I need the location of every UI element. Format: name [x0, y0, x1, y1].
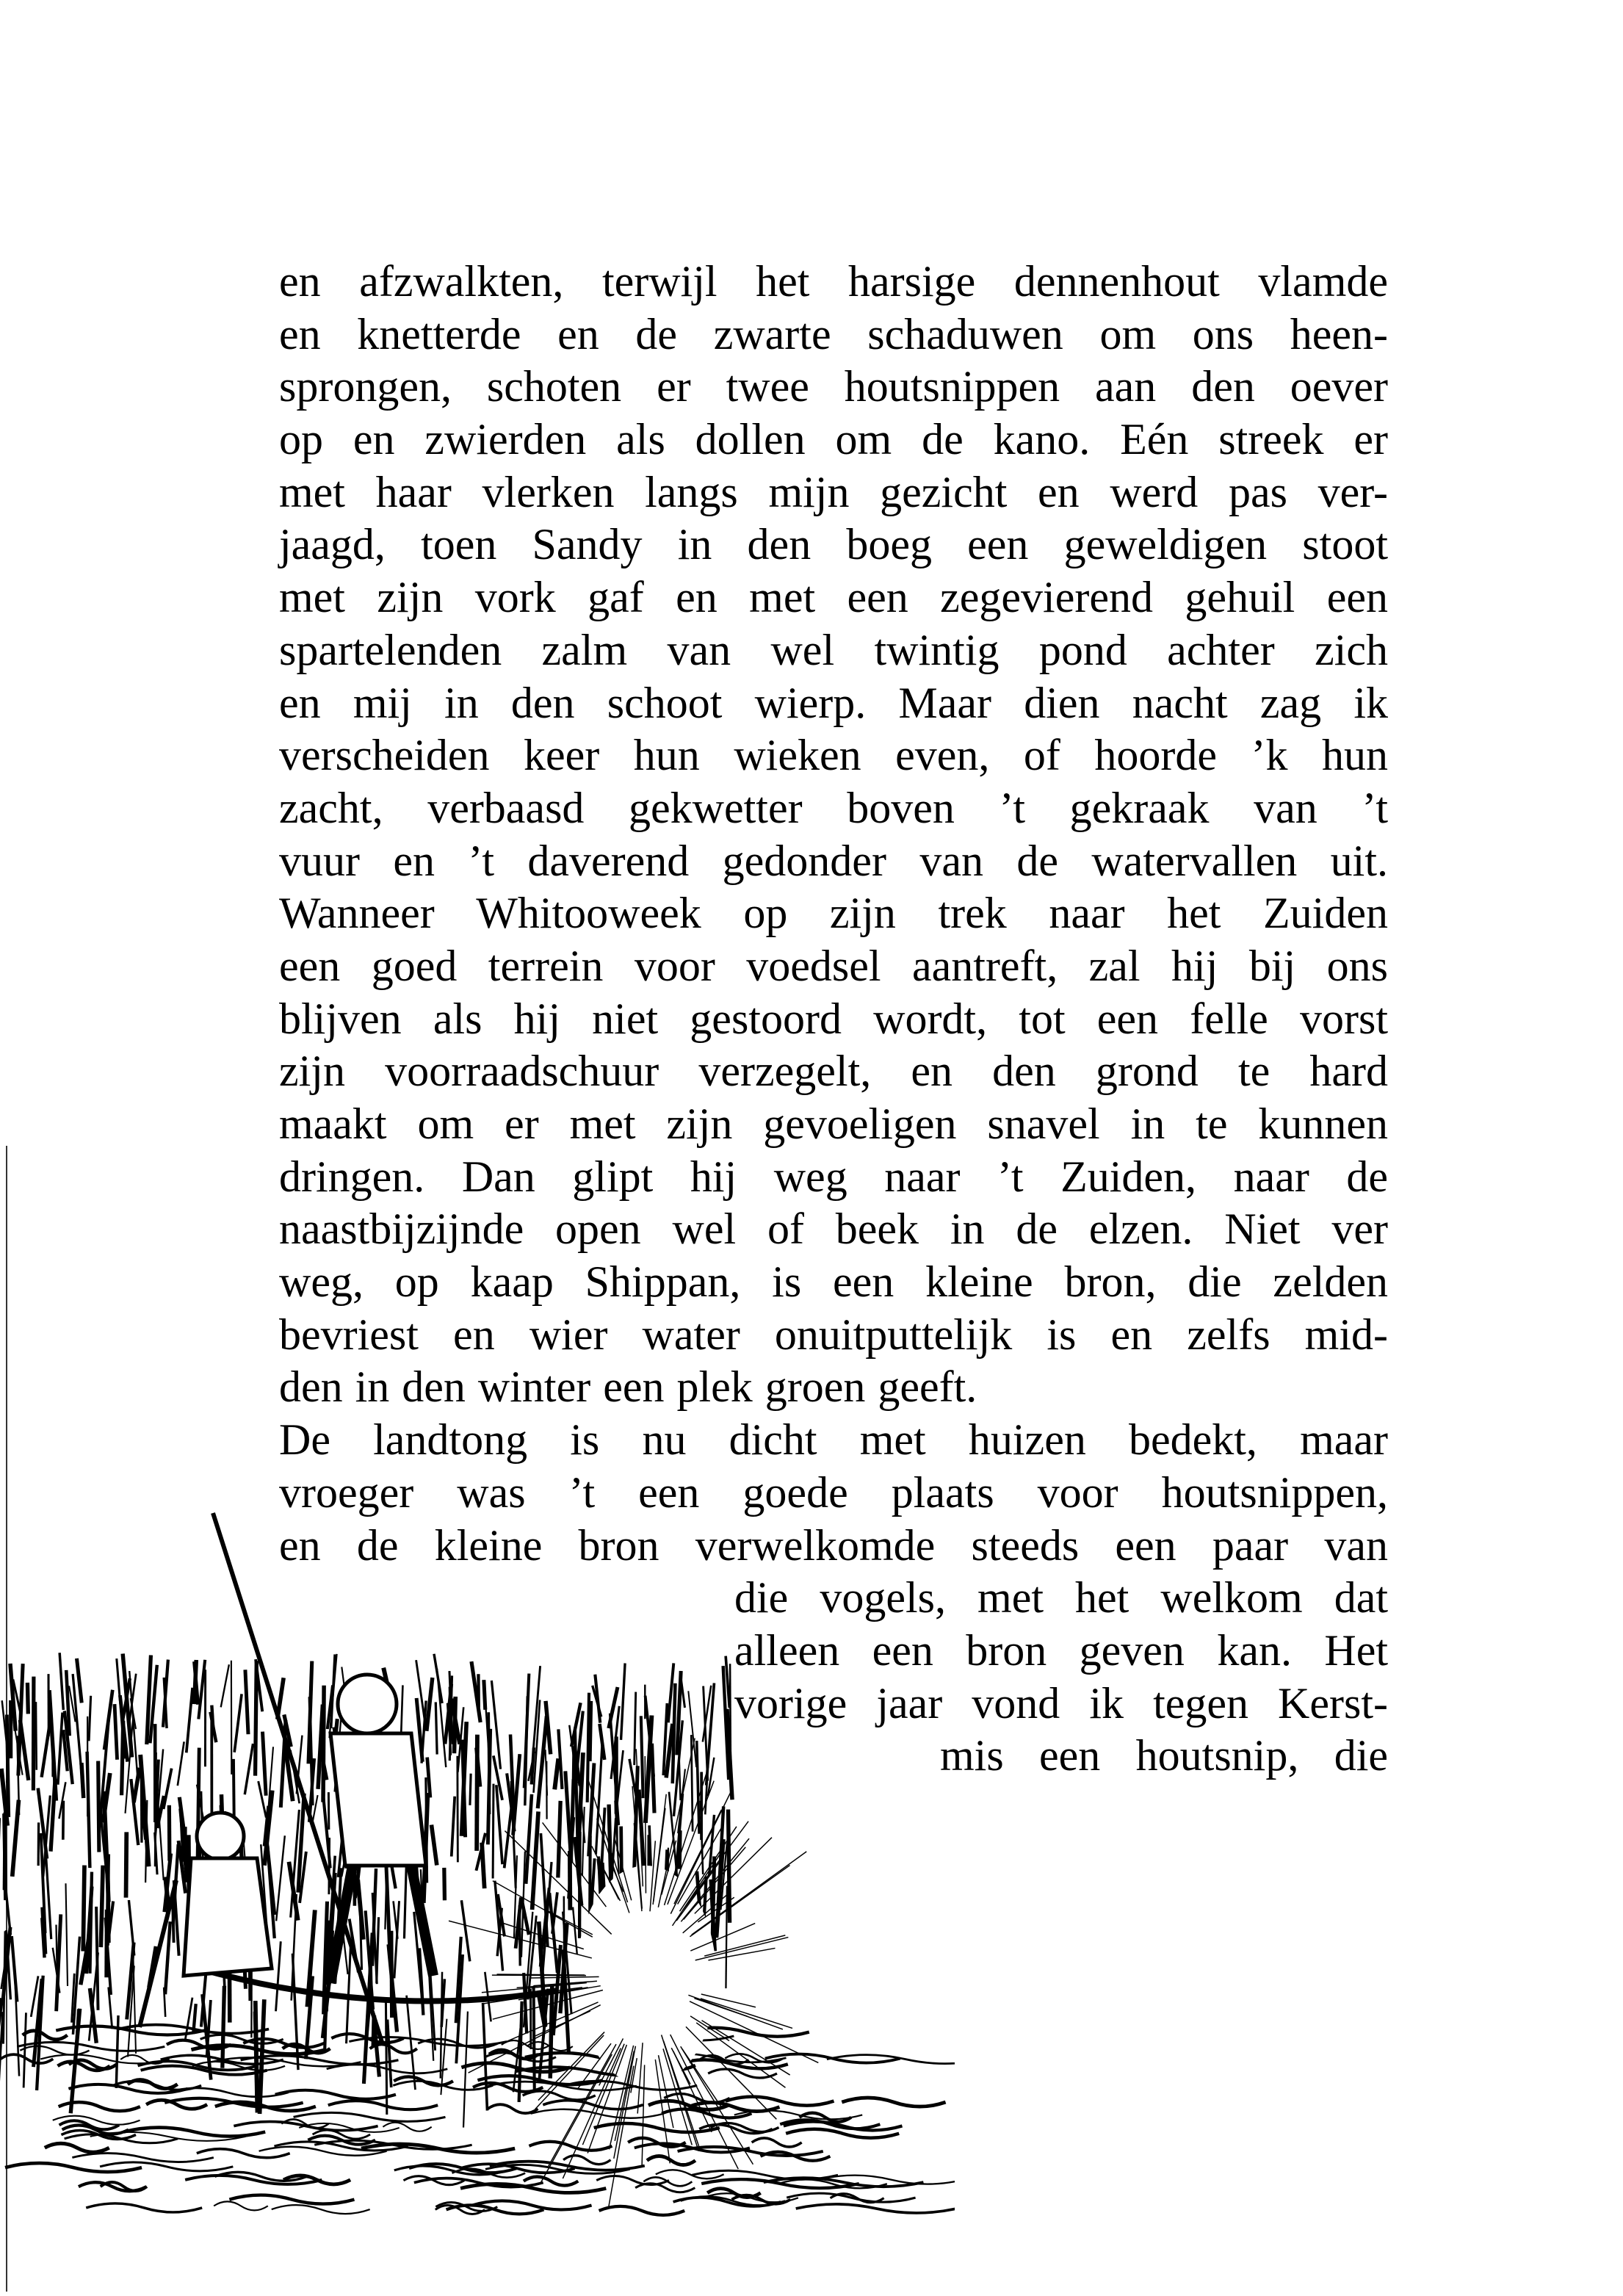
text-line: zacht, verbaasd gekwetter boven ’t gekraak van ’t: [279, 783, 1388, 832]
text-line: naastbijzijnde open wel of beek in de elzen. Niet ver: [279, 1205, 1388, 1254]
text-line: zijn voorraadschuur verzegelt, en den grond te hard: [279, 1047, 1388, 1096]
standing-man-body: [330, 1733, 426, 1866]
text-line: Wanneer Whitooweek op zijn trek naar het Zuiden: [279, 889, 1388, 938]
text-line: dringen. Dan glipt hij weg naar ’t Zuiden, naar de: [279, 1152, 1388, 1201]
fire-jack-burst: [449, 1739, 818, 2206]
text-line: op en zwierden als dollen om de kano. Eén streek er: [279, 415, 1388, 464]
canoe-night-fishing-illustration: [0, 1396, 955, 2240]
sitting-man-body: [184, 1858, 272, 1976]
text-line: met zijn vork gaf en met een zegevierend gehuil een: [279, 573, 1388, 622]
text-line: en mij in den schoot wierp. Maar dien nacht zag ik: [279, 678, 1388, 727]
text-line: mis een houtsnip, die: [940, 1731, 1388, 1780]
text-line: bevriest en wier water onuitputtelijk is en zelfs mid-: [279, 1310, 1388, 1359]
text-line: een goed terrein voor voedsel aantreft, zal hij bij ons: [279, 941, 1388, 990]
text-line: vroeger was ’t een goede plaats voor houtsnippen,: [279, 1468, 1388, 1517]
text-line: alleen een bron geven kan. Het: [734, 1625, 1388, 1675]
text-line: jaagd, toen Sandy in den boeg een geweldigen stoot: [279, 520, 1388, 569]
standing-man-head: [338, 1675, 397, 1733]
text-line: en de kleine bron verwelkomde steeds een paar van: [279, 1520, 1388, 1570]
text-line: blijven als hij niet gestoord wordt, tot een felle vorst: [279, 994, 1388, 1043]
text-line: spartelenden zalm van wel twintig pond achter zich: [279, 625, 1388, 674]
text-line: en knetterde en de zwarte schaduwen om ons heen-: [279, 309, 1388, 358]
paddle: [140, 1880, 176, 2027]
text-line: weg, op kaap Shippan, is een kleine bron, die zelden: [279, 1257, 1388, 1307]
water-ripples: [1, 2025, 955, 2215]
text-line: met haar vlerken langs mijn gezicht en werd pas ver-: [279, 467, 1388, 516]
text-line: vorige jaar vond ik tegen Kerst-: [734, 1678, 1388, 1728]
text-line: en afzwalkten, terwijl het harsige dennenhout vlamde: [279, 257, 1388, 306]
text-line: die vogels, met het welkom dat: [734, 1573, 1388, 1622]
text-line: De landtong is nu dicht met huizen bedekt, maar: [279, 1415, 1388, 1465]
text-line: maakt om er met zijn gevoeligen snavel in te kunnen: [279, 1100, 1388, 1148]
text-line: vuur en ’t daverend gedonder van de watervallen uit.: [279, 836, 1388, 885]
text-line: sprongen, schoten er twee houtsnippen aan den oever: [279, 362, 1388, 411]
text-line: den in den winter een plek groen geeft.: [279, 1362, 977, 1412]
text-line: verscheiden keer hun wieken even, of hoorde ’k hun: [279, 731, 1388, 780]
sitting-man-head: [197, 1813, 244, 1860]
